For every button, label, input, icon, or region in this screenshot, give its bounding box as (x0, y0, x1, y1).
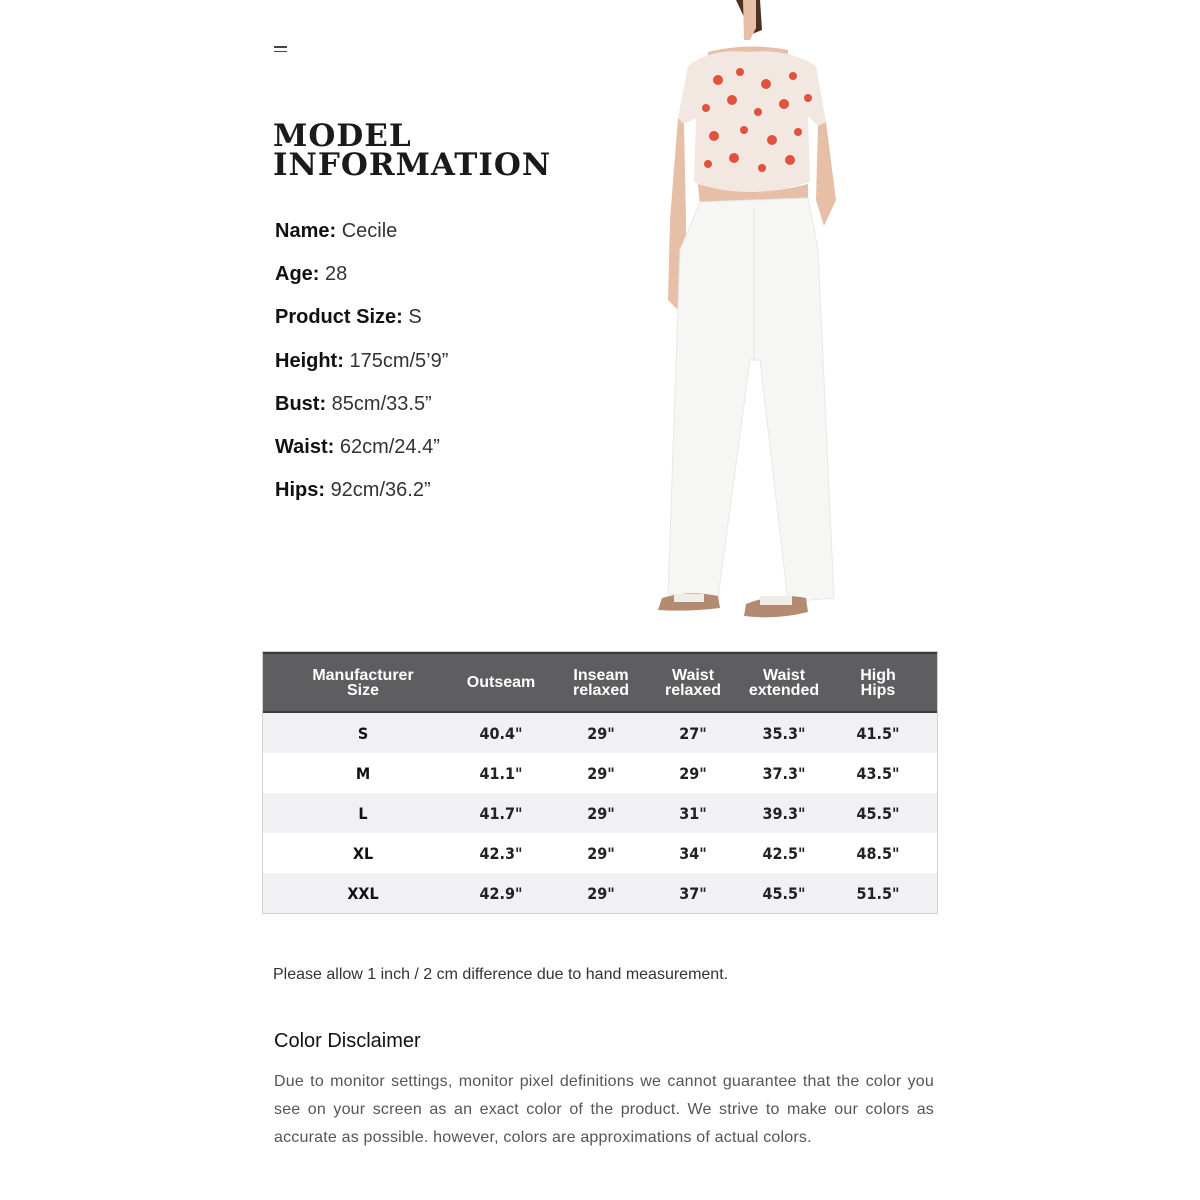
header-high-hips: High Hips (860, 666, 896, 699)
header-outseam: Outseam (466, 674, 536, 691)
table-row: S 40.4" 29" 27" 35.3" 41.5" (263, 713, 937, 753)
disclaimer-body: Due to monitor settings, monitor pixel definitions we cannot guarantee that the color you see on your screen as an exact color of the product. We strive to make our colors as accurate as possible. however, colors are approximations of actual colors. (274, 1073, 934, 1146)
info-hips: Hips: 92cm/36.2” (275, 479, 431, 502)
table-row: L 41.7" 29" 31" 39.3" 45.5" (263, 793, 937, 833)
table-header (263, 652, 937, 713)
table-row: M 41.1" 29" 29" 37.3" 43.5" (263, 753, 937, 793)
title-line-2: INFORMATION (273, 147, 552, 183)
header-inseam-relaxed: Inseam relaxed (572, 666, 630, 699)
disclaimer-title: Color Disclaimer (274, 1030, 421, 1052)
menu-icon[interactable] (274, 46, 287, 54)
title-line-1: MODEL (273, 118, 412, 154)
info-bust: Bust: 85cm/33.5” (275, 392, 432, 415)
header-waist-extended: Waist extended (748, 666, 820, 699)
info-name: Name: Cecile (275, 220, 398, 242)
info-waist: Waist: 62cm/24.4” (275, 435, 440, 458)
table-row: XXL 42.9" 29" 37" 45.5" 51.5" (263, 873, 937, 913)
model-photo (648, 0, 878, 625)
measurement-note: Please allow 1 inch / 2 cm difference due to hand measurement. (273, 966, 729, 983)
header-manufacturer-size: Manufacturer Size (312, 666, 414, 699)
info-height: Height: 175cm/5’9” (275, 349, 449, 372)
header-waist-relaxed: Waist relaxed (664, 666, 722, 699)
model-info-list (275, 216, 448, 518)
size-table (262, 651, 938, 914)
table-row: XL 42.3" 29" 34" 42.5" 48.5" (263, 833, 937, 873)
info-product-size: Product Size: S (275, 306, 422, 329)
info-age: Age: 28 (275, 263, 348, 286)
page-title (273, 118, 552, 183)
